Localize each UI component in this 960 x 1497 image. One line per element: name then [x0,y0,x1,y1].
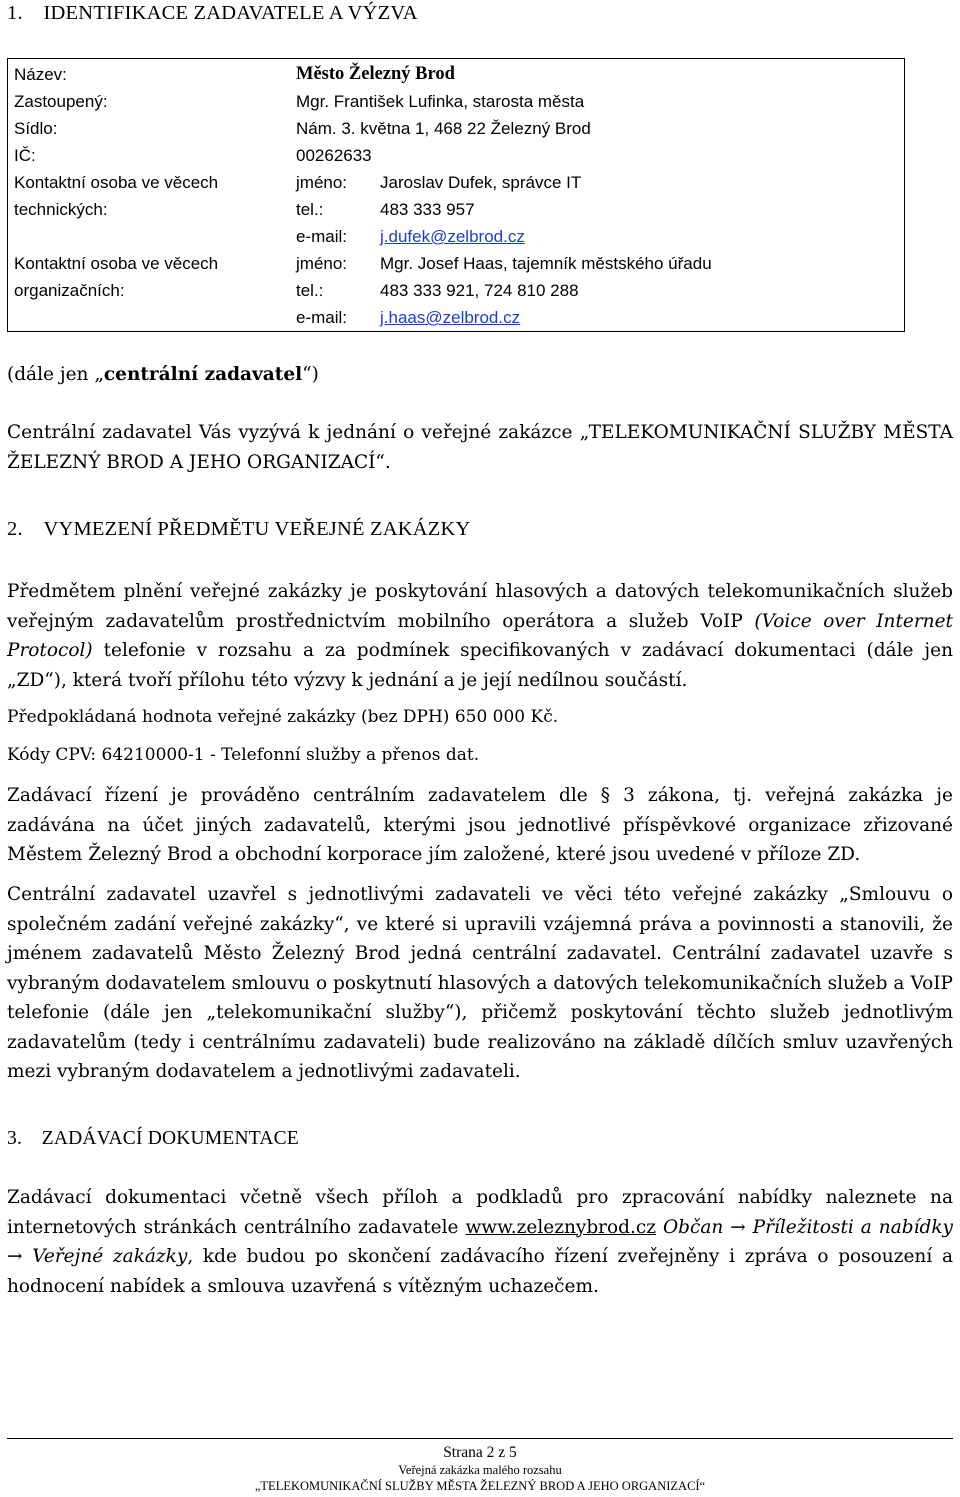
contact-tech-label [8,169,291,250]
dale-jen-pre: (dále jen „ [7,364,104,385]
contact-org-label [8,250,291,332]
footer-line-2: „TELEKOMUNIKAČNÍ SLUŽBY MĚSTA ŽELEZNÝ BROD A JEHO ORGANIZACÍ“ [254,1479,706,1493]
contact-tech-name: Jaroslav Dufek, správce IT [380,173,582,192]
subject-text-b: telefonie v rozsahu a za podmínek specifikovaných v zadávací dokumentaci (dále jen „ZD“), která tvoří přílohu této výzvy k jednání a je její nedílnou součástí. [7,640,953,691]
page-footer [7,1438,953,1494]
cpv-codes: Kódy CPV: 64210000-1 - Telefonní služby a přenos dat. [7,745,480,765]
dale-jen-paragraph [7,360,953,390]
contracting-authority-table [7,58,905,332]
navigation-path: Občan → Příležitosti a nabídky → Veřejné zakázky [7,1216,953,1267]
dale-jen-post: “) [302,364,319,385]
invitation-paragraph [7,418,953,477]
documentation-paragraph [7,1183,953,1301]
central-authority-paragraph: Centrální zadavatel uzavřel s jednotlivými zadavateli ve věci této veřejné zakázky „Smlouvu o společném zadání veřejné zakázky“, ve které si upravili vzájemná práva a povinnosti a stanovili, že jménem zadavatelů Město Železný Brod jedná centrální zadavatel. Centrální zadavatel uzavře s vybraným dodavatelem smlouvu o poskytnutí hlasových a datových telekomunikačních služeb a VoIP telefonie (dále jen „telekomunikační služby“), přičemž poskytování těchto služeb jednotlivým zadavatelům (tedy i centrálnímu zadavateli) bude realizováno na základě dílčích smluv uzavřených mezi vybraným dodavatelem a jednotlivými zadavateli. [7,884,953,1082]
contact-tech-tel: 483 333 957 [380,200,475,219]
contact-org-email-link[interactable]: j.haas@zelbrod.cz [380,308,521,327]
invitation-text: Centrální zadavatel Vás vyzývá k jednání o veřejné zakázce [7,422,580,443]
row-value: 00262633 [296,146,372,165]
contact-tech-label-line2: technických: [14,200,108,219]
row-value: Nám. 3. května 1, 468 22 Železný Brod [296,119,591,138]
contact-org-label-line2: organizačních: [14,281,125,300]
tel-key: tel.: [296,281,324,300]
name-key: jméno: [296,254,348,273]
documentation-text-b: , kde budou po skončení zadávacího řízení zveřejněny i zpráva o posouzení a hodnocení nabídek a smlouva uzavřená s vítězným uchazečem. [7,1246,953,1297]
row-label: Název: [14,65,67,84]
contact-tech-details [290,169,905,250]
contact-org-name: Mgr. Josef Haas, tajemník městského úřadu [380,254,712,273]
contact-org-label-line1: Kontaktní osoba ve věcech [14,254,219,273]
contact-org-tel: 483 333 921, 724 810 288 [380,281,579,300]
table-row [8,115,905,142]
table-row [8,142,905,169]
contact-org-details [290,250,905,332]
procedure-paragraph: Zadávací řízení je prováděno centrálním zadavatelem dle § 3 zákona, tj. veřejná zakázka je zadávána na účet jiných zadavatelů, kterými jsou jednotlivé příspěvkové organizace zřizované Městem Železný Brod a obchodní korporace jím založené, které jsou uvedené v příloze ZD. [7,785,953,865]
section-1-heading: 1. IDENTIFIKACE ZADAVATELE A VÝZVA [7,2,418,24]
dale-jen-bold: centrální zadavatel [103,364,303,385]
tel-key: tel.: [296,200,324,219]
table-row-contact-tech [8,169,905,250]
website-link[interactable]: www.zeleznybrod.cz [465,1216,656,1238]
invitation-end: . [384,451,391,473]
email-key: e-mail: [296,308,348,327]
table-row [8,59,905,89]
section-2-heading: 2. VYMEZENÍ PŘEDMĚTU VEŘEJNÉ ZAKÁZKY [7,518,471,540]
row-label: IČ: [14,146,36,165]
table-row [8,88,905,115]
estimated-value: Předpokládaná hodnota veřejné zakázky (bez DPH) 650 000 Kč. [7,707,559,727]
subject-text-a: Předmětem plnění veřejné zakázky je poskytování hlasových a datových telekomunikačních služeb veřejným zadavatelům prostřednictvím mobilního operátora a služeb VoIP [7,581,953,632]
row-value: Mgr. František Lufinka, starosta města [296,92,585,111]
row-value-name: Město Železný Brod [296,64,455,84]
section-3-heading: 3. ZADÁVACÍ DOKUMENTACE [7,1128,299,1149]
footer-line-1: Veřejná zakázka malého rozsahu [398,1463,562,1477]
subject-text-italic: (Voice over Internet Protocol) [7,610,953,661]
contact-tech-label-line1: Kontaktní osoba ve věcech [14,173,219,192]
name-key: jméno: [296,173,348,192]
contract-name: „TELEKOMUNIKAČNÍ SLUŽBY MĚSTA ŽELEZNÝ BROD A JEHO ORGANIZACÍ“ [7,422,953,473]
page-number: Strana 2 z 5 [443,1444,517,1461]
table-row-contact-org [8,250,905,332]
email-key: e-mail: [296,227,348,246]
contact-tech-email-link[interactable]: j.dufek@zelbrod.cz [380,227,525,246]
documentation-text-a: Zadávací dokumentaci včetně všech příloh a podkladů pro zpracování nabídky naleznete na internetových stránkách centrálního zadavatele [7,1187,953,1238]
row-label: Zastoupený: [14,92,108,111]
row-label: Sídlo: [14,119,58,138]
subject-paragraph [7,577,953,695]
